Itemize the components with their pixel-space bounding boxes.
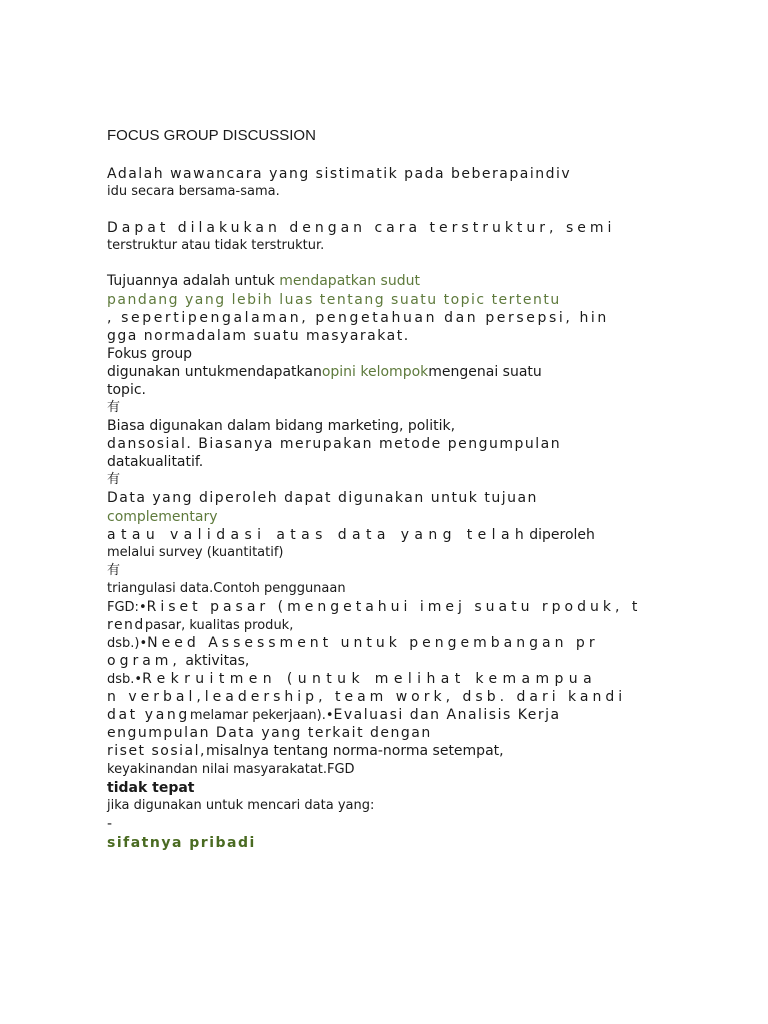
highlight-text: complementary	[107, 509, 218, 525]
paragraph-line: dansosial. Biasanya merupakan metode pengumpulan	[107, 436, 562, 452]
paragraph-line	[107, 526, 595, 544]
doc-title: FOCUS GROUP DISCUSSION	[107, 127, 316, 144]
paragraph-line: jika digunakan untuk mencari data yang:	[107, 798, 375, 813]
text-run: melamar pekerjaan).•	[189, 708, 334, 723]
text-run: pasar, kualitas produk,	[144, 618, 294, 633]
paragraph-line	[107, 706, 561, 725]
text-run: rend	[107, 617, 145, 633]
emphasis-text: tidak tepat	[107, 780, 195, 796]
text-run: Evaluasi dan Analisis Kerja	[333, 707, 561, 723]
paragraph-line	[107, 652, 249, 670]
text-run: FGD:•	[107, 600, 147, 615]
paragraph-line	[107, 363, 542, 381]
cjk-glyph: 有	[107, 563, 121, 578]
paragraph-line: Biasa digunakan dalam bidang marketing, politik,	[107, 418, 456, 434]
paragraph-line: topic.	[107, 382, 146, 398]
paragraph-line	[107, 742, 504, 760]
text-run: at.FGD	[309, 762, 355, 777]
text-run: dan nilai masyarakat	[173, 762, 310, 777]
paragraph-line: terstruktur atau tidak terstruktur.	[107, 238, 325, 253]
text-run: Riset pasar (mengetahui imej suatu rpoduk, t	[146, 599, 642, 615]
paragraph-line: engumpulan Data yang terkait dengan	[107, 725, 432, 741]
text-run: riset sosial,	[107, 743, 206, 759]
paragraph-line: triangulasi data.Contoh penggunaan	[107, 581, 346, 596]
paragraph-line: n verbal,leadership, team work, dsb. dari kandi	[107, 689, 627, 705]
highlight-text: sifatnya pribadi	[107, 835, 256, 851]
paragraph-line: , sepertipengalaman, pengetahuan dan persepsi, hin	[107, 310, 609, 326]
text-run: Rekruitmen (untuk melihat kemampua	[142, 671, 598, 687]
paragraph-line: -	[107, 816, 113, 832]
text-run: atau validasi atas data yang telah	[107, 527, 530, 543]
highlight-text: pandang yang lebih luas tentang suatu topic tertentu	[107, 292, 561, 308]
paragraph-line	[107, 670, 597, 689]
cjk-glyph: 有	[107, 400, 121, 415]
highlight-text: mendapatkan sudut	[279, 273, 420, 289]
paragraph-line: Data yang diperoleh dapat digunakan untuk tujuan	[107, 490, 538, 506]
text-run: diperoleh	[529, 527, 595, 543]
text-run: mendapatkan	[224, 364, 322, 380]
paragraph-line	[107, 634, 599, 653]
text-run: Need Assessment untuk pengembangan pr	[147, 635, 599, 651]
cjk-glyph: 有	[107, 472, 121, 487]
paragraph-line: melalui survey (kuantitatif)	[107, 545, 284, 560]
paragraph-line: idu secara bersama-sama.	[107, 184, 280, 199]
paragraph-line: Dapat dilakukan dengan cara terstruktur, semi	[107, 220, 616, 236]
text-run: dat yang	[107, 707, 190, 723]
highlight-text: opini kelompok	[321, 364, 429, 380]
text-run: aktivitas,	[180, 653, 250, 669]
text-run: misalnya tentang norma-norma setempat,	[205, 743, 504, 759]
paragraph-line	[107, 598, 641, 617]
text-run: dsb.•	[107, 672, 143, 687]
paragraph-line: gga normadalam suatu masyarakat.	[107, 328, 410, 344]
paragraph-line	[107, 272, 420, 290]
paragraph-line: Fokus group	[107, 346, 193, 362]
paragraph-line	[107, 761, 355, 779]
text-run: mengenai suatu	[428, 364, 542, 380]
text-run: dsb.)•	[107, 636, 148, 651]
text-run: digunakan untuk	[107, 364, 225, 380]
text-run: keyakinan	[107, 762, 174, 777]
text-run: ogram,	[107, 653, 181, 669]
paragraph-line: Adalah wawancara yang sistimatik pada beberapaindiv	[107, 166, 572, 182]
paragraph-line: datakualitatif.	[107, 454, 204, 470]
text-run: Tujuannya adalah untuk	[107, 273, 280, 289]
paragraph-line	[107, 616, 293, 635]
